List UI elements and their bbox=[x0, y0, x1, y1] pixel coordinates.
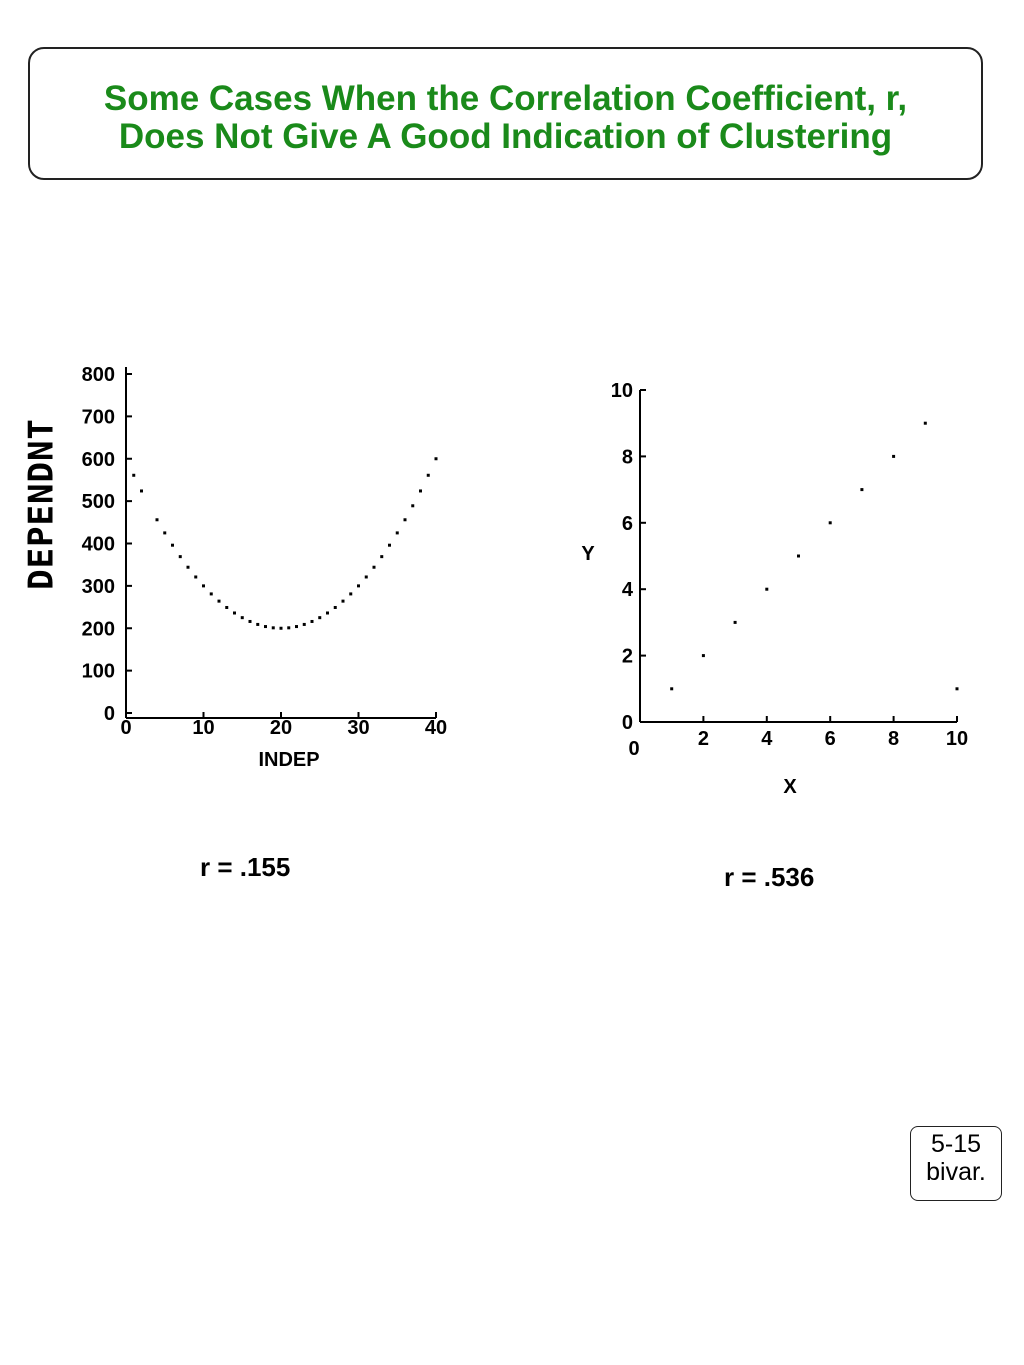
chart-right-data-point bbox=[956, 687, 959, 690]
chart-right-x-tick-label: 10 bbox=[945, 728, 969, 750]
chart-right-y-tick-label: 0 bbox=[621, 712, 633, 734]
chart-left-data-point bbox=[435, 457, 438, 460]
chart-left-x-tick-label: 30 bbox=[347, 717, 370, 739]
chart-right-y-tick-label: 4 bbox=[621, 579, 633, 602]
chart-right-x-tick-label: 2 bbox=[697, 728, 709, 750]
chart-left-x-tick-label: 20 bbox=[269, 717, 293, 739]
chart-right-y-tick-label: 8 bbox=[621, 446, 633, 469]
chart-left-data-point bbox=[210, 592, 213, 595]
chart-left-data-point bbox=[218, 600, 221, 603]
chart-right-y-tick-label: 6 bbox=[621, 512, 633, 535]
chart-left-data-point bbox=[171, 544, 174, 547]
chart-left-data-point bbox=[225, 606, 228, 609]
chart-left-data-point bbox=[156, 518, 159, 521]
chart-left-y-tick-label: 300 bbox=[81, 575, 115, 598]
chart-right-x-tick-label: 4 bbox=[761, 728, 773, 750]
slide-title-line-1: Some Cases When the Correlation Coefficient, r, bbox=[103, 79, 908, 118]
chart-left-x-axis-title: INDEP bbox=[258, 749, 320, 771]
correlation-label-right: r = .536 bbox=[724, 862, 815, 892]
chart-left-data-point bbox=[272, 626, 275, 629]
chart-left-data-point bbox=[287, 626, 290, 629]
chart-left-data-point bbox=[404, 518, 407, 521]
chart-left-data-point bbox=[194, 575, 197, 578]
chart-right-data-point bbox=[670, 687, 673, 690]
chart-left-x-tick-label: 0 bbox=[120, 717, 132, 739]
chart-left-y-tick-label: 600 bbox=[81, 448, 115, 471]
chart-right-data-point bbox=[734, 621, 737, 624]
chart-right-x-tick-label: 0 bbox=[628, 738, 640, 760]
chart-left-data-point bbox=[187, 566, 190, 569]
chart-right-data-point bbox=[829, 521, 832, 524]
chart-left-data-point bbox=[357, 584, 360, 587]
slide-title-line-2: Does Not Give A Good Indication of Clustering bbox=[118, 117, 893, 156]
chart-left-y-tick-label: 700 bbox=[81, 406, 115, 429]
chart-left-data-point bbox=[365, 575, 368, 578]
chart-left-data-point bbox=[280, 627, 283, 630]
chart-left-y-tick-label: 100 bbox=[81, 660, 115, 683]
chart-right-y-tick-label: 10 bbox=[610, 380, 633, 402]
chart-left-data-point bbox=[334, 606, 337, 609]
chart-right-data-point bbox=[702, 654, 705, 657]
chart-left-data-point bbox=[295, 625, 298, 628]
chart-right-x-axis-title: X bbox=[783, 776, 797, 798]
chart-left-data-point bbox=[241, 616, 244, 619]
chart-right-data-point bbox=[924, 422, 927, 425]
chart-left-data-point bbox=[411, 504, 414, 507]
chart-left-data-point bbox=[303, 623, 306, 626]
chart-left-data-point bbox=[311, 620, 314, 623]
chart-right-data-point bbox=[797, 555, 800, 558]
chart-left-data-point bbox=[233, 611, 236, 614]
chart-left-data-point bbox=[179, 555, 182, 558]
chart-left-data-point bbox=[380, 555, 383, 558]
chart-left-y-tick-label: 400 bbox=[81, 533, 115, 556]
chart-right-x-tick-label: 6 bbox=[824, 728, 836, 750]
correlation-label-left: r = .155 bbox=[200, 852, 291, 882]
chart-left-data-point bbox=[373, 566, 376, 569]
chart-right-x-tick-label: 8 bbox=[888, 728, 900, 750]
chart-left-data-point bbox=[132, 474, 135, 477]
page-section-label: bivar. bbox=[926, 1158, 986, 1186]
page-number-box bbox=[910, 1126, 1002, 1201]
chart-left-y-tick-label: 0 bbox=[103, 703, 115, 725]
chart-right-data-point bbox=[892, 455, 895, 458]
chart-left-data-point bbox=[427, 474, 430, 477]
chart-left-data-point bbox=[419, 489, 422, 492]
chart-right-data-point bbox=[765, 588, 768, 591]
chart-left-y-tick-label: 500 bbox=[81, 491, 115, 514]
chart-left-data-point bbox=[256, 623, 259, 626]
chart-left-data-point bbox=[140, 489, 143, 492]
chart-left-x-tick-label: 10 bbox=[192, 717, 215, 739]
chart-left-x-tick-label: 40 bbox=[424, 717, 448, 739]
chart-left-data-point bbox=[318, 616, 321, 619]
chart-left-y-tick-label: 200 bbox=[81, 618, 115, 641]
chart-left-data-point bbox=[326, 611, 329, 614]
chart-right-data-point bbox=[860, 488, 863, 491]
page-number: 5-15 bbox=[930, 1130, 982, 1158]
chart-left-y-tick-label: 800 bbox=[81, 364, 115, 386]
chart-right-y-tick-label: 2 bbox=[621, 645, 633, 668]
chart-left-data-point bbox=[388, 544, 391, 547]
chart-left-y-axis-title: DEPENDNT bbox=[21, 418, 62, 590]
chart-left-data-point bbox=[396, 531, 399, 534]
chart-left-data-point bbox=[163, 531, 166, 534]
chart-left-data-point bbox=[202, 584, 205, 587]
chart-left-data-point bbox=[349, 592, 352, 595]
chart-right-y-axis-title: Y bbox=[581, 543, 595, 565]
chart-left-data-point bbox=[249, 620, 252, 623]
chart-left-data-point bbox=[264, 625, 267, 628]
chart-left-data-point bbox=[342, 600, 345, 603]
